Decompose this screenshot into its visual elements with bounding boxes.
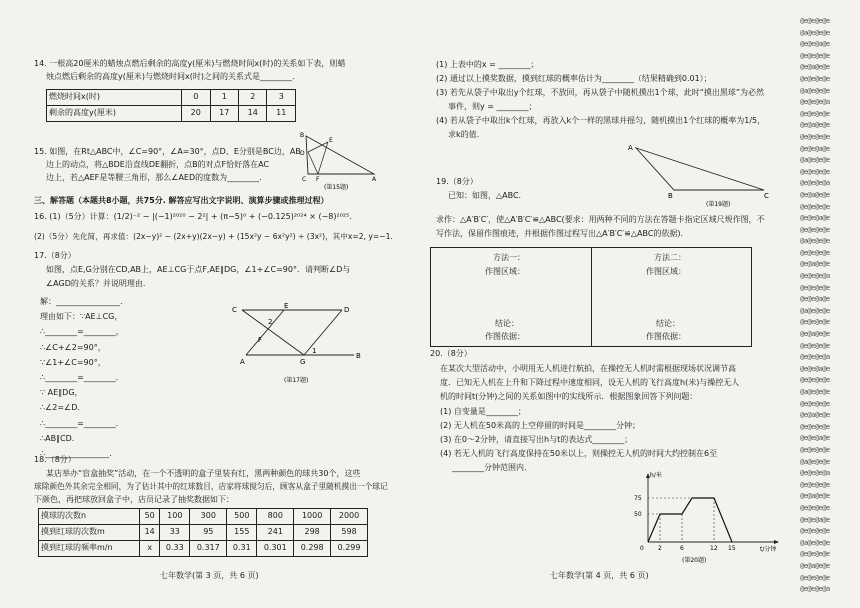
q17-label-f: F bbox=[258, 336, 263, 344]
q18-line3: 下颜色，再把球放回盒子中，店员记录了抽奖数据如下： bbox=[34, 495, 234, 504]
q20-y-tick-50: 50 bbox=[634, 511, 642, 518]
scan-noise-line: @e@e@e@e bbox=[800, 503, 830, 512]
q17-label-c: C bbox=[232, 306, 237, 314]
q18-table-row bbox=[39, 509, 368, 525]
q20-text-line: 度．已知无人机在上升和下降过程中速度相同，设无人机的飞行高度h(米)与操控无人 bbox=[440, 378, 740, 388]
scan-noise-line: @e@e@e@a bbox=[800, 353, 830, 362]
q18-table-cell: 摸到红球的频率m/n bbox=[39, 541, 140, 557]
q18-table-cell: 1000 bbox=[294, 509, 331, 525]
q17-step-line: ∴AB∥CD. bbox=[40, 433, 75, 443]
scan-noise-line: @e@a@e@e bbox=[800, 121, 830, 130]
method-2-column bbox=[591, 248, 752, 346]
q20-text-line: ________分钟范围内. bbox=[452, 463, 527, 473]
q19-answer-box bbox=[430, 247, 752, 347]
q14-table-cell: 3 bbox=[267, 90, 296, 106]
scan-noise-line: @e@e@e@a bbox=[800, 272, 830, 281]
q20-head: 20.（8分） bbox=[430, 349, 472, 358]
method-1-area: 作图区域： bbox=[485, 267, 525, 276]
q14-table-cell: 11 bbox=[267, 106, 296, 122]
q19-head: 19.（8分） bbox=[436, 177, 478, 186]
scan-noise-line: @e@a@e@e bbox=[800, 330, 830, 339]
section-3-heading: 三、解答题（本题共8小题，共75分. 解答应写出文字说明、演算步骤或推理过程） bbox=[34, 196, 329, 205]
q18-table-cell: 800 bbox=[257, 509, 294, 525]
scan-noise-line: @e@e@a@e bbox=[800, 515, 830, 524]
scan-noise-line: @e@e@e@e bbox=[800, 283, 830, 292]
q17-step-line: ∴________=________. bbox=[40, 418, 119, 428]
scan-noise-line: @e@e@e@a bbox=[800, 179, 830, 188]
q20-text-line: (4) 若无人机的飞行高度保持在50米以上，则操控无人机的时间大约控制在6至 bbox=[440, 449, 718, 459]
q15-line3: 边上，若△AEF是等腰三角形，那么∠AED的度数为________. bbox=[46, 173, 262, 182]
scan-noise-line: @e@e@e@e bbox=[800, 132, 830, 141]
scan-noise-line: @a@e@e@e bbox=[800, 306, 830, 315]
scan-noise-line: @e@a@e@e bbox=[800, 561, 830, 570]
method-1-column bbox=[431, 248, 591, 346]
q17-label-a: A bbox=[240, 358, 245, 366]
q18-continued bbox=[436, 58, 765, 142]
method-1-title: 方法一： bbox=[493, 253, 525, 262]
q20-x-tick-15: 15 bbox=[728, 545, 736, 552]
q18-table-row bbox=[39, 541, 368, 557]
scan-noise-line: @e@e@e@e bbox=[800, 225, 830, 234]
scan-noise-line: @e@e@e@e bbox=[800, 573, 830, 582]
q18-table-cell: 0.299 bbox=[331, 541, 368, 557]
page-4 bbox=[420, 0, 780, 608]
scan-noise-line: @e@e@a@e bbox=[800, 144, 830, 153]
q20-graph bbox=[626, 470, 782, 574]
q18-table-cell: 14 bbox=[140, 525, 160, 541]
q19-label-c: C bbox=[764, 192, 769, 200]
q20-text-line: 机的时间t(分钟)之间的关系如图中的实线所示．根据图象回答下列问题： bbox=[440, 392, 698, 402]
page-3 bbox=[0, 0, 418, 608]
q19-label-b: B bbox=[668, 192, 673, 200]
q14-table-cell: 0 bbox=[182, 90, 210, 106]
q18-table-cell: 0.298 bbox=[294, 541, 331, 557]
q17-step-line: ∴________=________. bbox=[40, 373, 119, 383]
q14-table bbox=[46, 89, 296, 122]
q15-caption: (第15题) bbox=[324, 184, 349, 190]
scan-noise-line: @a@e@e@e bbox=[800, 86, 830, 95]
q18-table-cell: 0.31 bbox=[227, 541, 257, 557]
scan-noise-line: @e@e@e@e bbox=[800, 399, 830, 408]
scan-noise-line: @a@e@e@e bbox=[800, 156, 830, 165]
q20-origin: 0 bbox=[640, 545, 644, 552]
q20-text-line: 在某次大型活动中，小明用无人机进行航拍，在操控无人机时需根据现场状况调节高 bbox=[440, 364, 736, 373]
q18-table-cell: 摸到红球的次数m bbox=[39, 525, 140, 541]
q20-x-tick-2: 2 bbox=[658, 545, 662, 552]
scan-noise-line: @a@e@e@e bbox=[800, 457, 830, 466]
scan-noise-line: @e@e@e@e bbox=[800, 248, 830, 257]
scan-noise-line: @a@e@e@e bbox=[800, 237, 830, 246]
q19-caption: (第19题) bbox=[706, 201, 731, 208]
q15-label-b: B bbox=[300, 132, 305, 139]
q17-step-line: ∴∠2=∠D. bbox=[40, 403, 80, 413]
method-1-basis: 作图依据： bbox=[485, 332, 525, 341]
q17-line2: ∠AGD的关系？并说明理由. bbox=[46, 279, 146, 288]
q18-table-cell: 0.33 bbox=[160, 541, 190, 557]
scan-noise-line: @e@a@e@e bbox=[800, 492, 830, 501]
method-2-conclusion: 结论： bbox=[656, 319, 680, 328]
q17-label-e: E bbox=[284, 302, 289, 310]
q18-table-cell: 598 bbox=[331, 525, 368, 541]
scan-noise-line: @e@e@e@e bbox=[800, 527, 830, 536]
q19-requirement-2: 写作法，保留作图痕迹，并根据作图过程写出△A′B′C′≌△ABC的依据). bbox=[436, 229, 684, 238]
q18-sub-question: 事件，则y = ________； bbox=[448, 102, 537, 111]
q16-part2: (2)（5分）先化简，再求值：(2x−y)² − (2x+y)(2x−y) + (15x²y − 6x²y²) ÷ (3x²)，其中x=2, y=−1. bbox=[34, 232, 393, 241]
q15-line2: 边上的动点，将△BDE沿直线DE翻折，点B的对点F恰好落在AC bbox=[46, 160, 270, 169]
q14-line1: 14. 一根高20厘米的蜡烛点燃后剩余的高度y(厘米)与燃烧时间x(时)的关系如下表，则蜡 bbox=[34, 59, 346, 68]
q20-text-line: (1) 自变量是________； bbox=[440, 406, 526, 416]
q15-label-a: A bbox=[372, 176, 377, 183]
q20-y-tick-75: 75 bbox=[634, 495, 642, 502]
q18-table bbox=[38, 508, 368, 557]
scan-noise-line: @e@e@e@e bbox=[800, 109, 830, 118]
page-4-footer: 七年数学(第 4 页，共 6 页) bbox=[550, 571, 649, 580]
scan-noise-line: @e@e@a@e bbox=[800, 434, 830, 443]
q14-table-row bbox=[47, 90, 296, 106]
q17-line1: 如图，点E,G分别在CD,AB上，AE⊥CG于点F,AE∥DG，∠1+∠C=90°．请判断∠D与 bbox=[46, 265, 351, 274]
q20-x-label: t/分钟 bbox=[760, 546, 777, 553]
q20-text-line: (2) 无人机在50米高的上空停留的时间是________分钟； bbox=[440, 420, 641, 430]
scan-noise-line: @a@e@e@e bbox=[800, 28, 830, 37]
q17-step-line: ∵∠1+∠C=90°， bbox=[40, 357, 106, 367]
q18-table-cell: 298 bbox=[294, 525, 331, 541]
q15-figure bbox=[300, 128, 380, 190]
scan-noise-line: @e@e@e@e bbox=[800, 480, 830, 489]
q18-table-cell: 155 bbox=[227, 525, 257, 541]
q17-step-line: ∴________________. bbox=[40, 449, 112, 459]
scan-noise-line: @e@e@e@e bbox=[800, 17, 830, 25]
q17-step-line: 理由如下：∵AE⊥CG， bbox=[40, 312, 123, 322]
scan-noise-line: @e@e@e@e bbox=[800, 550, 830, 559]
q18-table-cell: 100 bbox=[160, 509, 190, 525]
scan-noise-line: @a@e@e@e bbox=[800, 538, 830, 547]
q19-line1: 已知：如图，△ABC. bbox=[448, 191, 522, 200]
q17-figure bbox=[226, 300, 366, 390]
q14-table-cell: 剩余的高度y(厘米) bbox=[47, 106, 182, 122]
q17-step-line: 解：________________. bbox=[40, 297, 123, 306]
q18-table-cell: 摸球的次数n bbox=[39, 509, 140, 525]
q18-line1: 某店举办“盲盒抽奖”活动，在一个不透明的盒子里装有红，黑两种颜色的球共30个，这些 bbox=[46, 469, 361, 478]
scan-noise-line: @e@e@e@a bbox=[800, 469, 830, 478]
q15-label-d: D bbox=[300, 150, 305, 157]
scan-noise-line: @e@e@a@e bbox=[800, 40, 830, 49]
scan-noise-line: @e@e@e@e bbox=[800, 202, 830, 211]
scan-noise-line: @e@e@e@a bbox=[800, 585, 830, 594]
method-2-title: 方法二： bbox=[654, 253, 686, 262]
q18-table-cell: x bbox=[140, 541, 160, 557]
q15-line1: 15. 如图，在Rt△ABC中，∠C=90°，∠A=30°，点D、E分别是BC边，AB bbox=[34, 147, 301, 156]
scan-noise-line: @e@a@e@e bbox=[800, 411, 830, 420]
scan-noise-line: @e@e@a@e bbox=[800, 295, 830, 304]
scan-noise-line: @e@a@e@e bbox=[800, 190, 830, 199]
q17-steps bbox=[40, 294, 124, 461]
q18-table-cell: 33 bbox=[160, 525, 190, 541]
q15-label-e: E bbox=[329, 137, 333, 144]
scan-noise-line: @a@e@e@e bbox=[800, 388, 830, 396]
q17-label-2: 2 bbox=[268, 318, 273, 326]
scan-noise-line: @e@e@e@e bbox=[800, 318, 830, 327]
q17-step-line: ∴________=________， bbox=[40, 327, 124, 337]
q17-caption: (第17题) bbox=[284, 377, 309, 384]
method-2-area: 作图区域： bbox=[646, 267, 686, 276]
q17-label-b: B bbox=[356, 352, 361, 360]
scan-noise-column bbox=[800, 16, 856, 596]
q20-body bbox=[440, 362, 739, 476]
q14-table-cell: 14 bbox=[239, 106, 267, 122]
q17-label-d: D bbox=[344, 306, 350, 314]
scan-noise-line: @e@e@a@e bbox=[800, 214, 830, 223]
q14-table-row bbox=[47, 106, 296, 122]
q18-line2: 球除颜色外其余完全相同，为了估计其中的红球数目，店家将球搅匀后，顾客从盒子里随机摸出一个球记 bbox=[34, 482, 388, 491]
q19-label-a: A bbox=[628, 144, 633, 152]
scan-noise-line: @e@a@e@e bbox=[800, 260, 830, 269]
q18-table-cell: 50 bbox=[140, 509, 160, 525]
q17-step-line: ∵ AE∥DG， bbox=[40, 388, 83, 398]
q18-sub-question: (2) 通过以上摸奖数据，摸到红球的概率估计为________（结果精确到0.01）； bbox=[436, 74, 712, 83]
q18-sub-question: (1) 上表中的x = ________； bbox=[436, 60, 539, 69]
q18-sub-question: 求k的值. bbox=[448, 130, 480, 139]
scan-noise-line: @e@e@e@e bbox=[800, 422, 830, 431]
q20-caption: (第20题) bbox=[682, 557, 707, 564]
q14-table-cell: 17 bbox=[210, 106, 238, 122]
q19-requirement-1: 求作：△A′B′C′，使△A′B′C′≌△ABC(要求：用两种不同的方法在答题卡指定区域尺规作图，不 bbox=[436, 215, 765, 224]
q18-table-cell: 0.317 bbox=[190, 541, 227, 557]
q15-label-f: F bbox=[316, 176, 320, 183]
method-2-basis: 作图依据： bbox=[646, 332, 686, 341]
q18-head: 18.（8分） bbox=[34, 455, 76, 464]
q20-x-tick-12: 12 bbox=[710, 545, 718, 552]
q18-table-cell: 0.301 bbox=[257, 541, 294, 557]
scan-noise-line: @e@e@e@a bbox=[800, 98, 830, 107]
scan-noise-line: @e@e@e@e bbox=[800, 74, 830, 83]
q18-table-cell: 241 bbox=[257, 525, 294, 541]
q17-label-g: G bbox=[300, 358, 306, 366]
q20-text-line: (3) 在0～2分钟，请直接写出h与t的表达式________； bbox=[440, 435, 633, 445]
scan-noise-line: @e@e@e@e bbox=[800, 376, 830, 385]
q18-table-cell: 95 bbox=[190, 525, 227, 541]
q17-head: 17.（8分） bbox=[34, 251, 76, 260]
q14-table-cell: 1 bbox=[210, 90, 238, 106]
q17-label-1: 1 bbox=[312, 347, 317, 355]
q14-table-cell: 燃烧时间x(时) bbox=[47, 90, 182, 106]
q18-sub-question: (3) 若先从袋子中取出y个红球，不放回，再从袋子中随机摸出1个球，此时“摸出黑球”为必然 bbox=[436, 88, 764, 97]
q18-table-cell: 300 bbox=[190, 509, 227, 525]
q18-table-row bbox=[39, 525, 368, 541]
q14-table-cell: 20 bbox=[182, 106, 210, 122]
q18-table-cell: 500 bbox=[227, 509, 257, 525]
scan-noise-line: @e@a@e@e bbox=[800, 63, 830, 72]
q19-figure bbox=[620, 140, 770, 210]
scan-noise-line: @e@e@e@e bbox=[800, 445, 830, 454]
scan-noise-line: @e@e@e@e bbox=[800, 167, 830, 176]
scan-noise-line: @e@e@e@e bbox=[800, 341, 830, 350]
scan-noise-line: @e@e@a@e bbox=[800, 364, 830, 373]
scan-noise-line: @e@e@e@e bbox=[800, 51, 830, 60]
q15-label-c: C bbox=[302, 176, 307, 183]
q17-step-line: ∴∠C+∠2=90°， bbox=[40, 342, 106, 352]
q20-x-tick-6: 6 bbox=[680, 545, 684, 552]
q20-y-label: h/米 bbox=[650, 472, 662, 479]
q16-part1: 16. (1)（5分）计算：(1/2)⁻² − |(−1)²⁰²⁰ − 2²| + (π−5)⁰ + (−0.125)²⁰²⁴ × (−8)²⁰²⁵. bbox=[34, 212, 352, 221]
q14-line2: 烛点燃后剩余的高度y(厘米)与燃烧时间x(时)之间的关系式是________. bbox=[46, 72, 295, 81]
q18-table-cell: 2000 bbox=[331, 509, 368, 525]
q14-table-cell: 2 bbox=[239, 90, 267, 106]
page-3-footer: 七年数学(第 3 页，共 6 页) bbox=[160, 571, 259, 580]
method-1-conclusion: 结论： bbox=[495, 319, 519, 328]
q18-sub-question: (4) 若从袋子中取出k个红球，再放入k个一样的黑球并摇匀，随机摸出1个红球的概率为1/5， bbox=[436, 116, 766, 125]
